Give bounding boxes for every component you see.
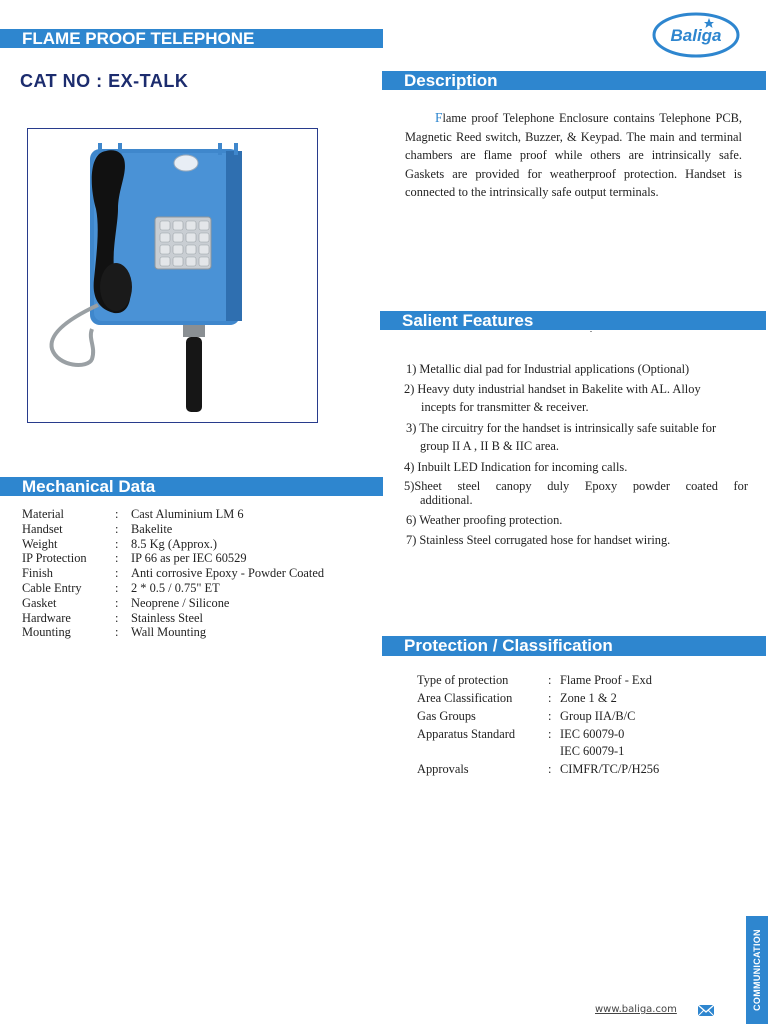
feature-item: 3) The circuitry for the handset is intrinsically safe suitable for group II A , II B & IIC area. [406, 421, 717, 453]
mail-icon [697, 1003, 715, 1018]
mechanical-heading: Mechanical Data [0, 477, 383, 496]
page-title: FLAME PROOF TELEPHONE [0, 29, 383, 48]
badge-icon [174, 155, 198, 171]
website-link[interactable]: www.baliga.com [595, 1004, 677, 1015]
telephone-image [28, 129, 317, 422]
description-text [405, 109, 742, 202]
baliga-logo [652, 12, 740, 58]
protection-heading: Protection / Classification [382, 636, 766, 656]
logo-text: Baliga [670, 26, 722, 45]
product-photo [27, 128, 318, 423]
catalog-number: CAT NO : EX-TALK [20, 71, 189, 91]
cable-gland [183, 325, 205, 337]
features-heading: Salient Features [380, 311, 766, 330]
description-heading: Description [382, 71, 766, 90]
feature-item-cont: additional. [420, 493, 473, 507]
feature-item: 4) Inbuilt LED Indication for incoming calls. [404, 460, 628, 474]
feature-item: 2) Heavy duty industrial handset in Bakelite with AL. Alloy incepts for transmitter & receiver. [404, 382, 701, 414]
feature-item: 5)Sheet steel canopy duly Epoxy powder coated for [404, 479, 748, 493]
feature-item: 1) Metallic dial pad for Industrial applications (Optional) [406, 362, 690, 376]
feature-item: 6) Weather proofing protection. [406, 513, 563, 527]
cable [186, 337, 202, 412]
description-body: lame proof Telephone Enclosure contains Telephone PCB, Magnetic Reed switch, Buzzer, & Keypad. The main and terminal chambers are flame proof while others are intrinsically safe. Gaskets are provided for weatherproof protection. Handset is connected to the intrinsically safe output terminals. [405, 111, 742, 200]
section-tab [746, 916, 768, 1024]
feature-item: 7) Stainless Steel corrugated hose for handset wiring. [406, 533, 671, 547]
divider-dot [590, 331, 592, 332]
section-tab-label: COMMUNICATION [752, 929, 762, 1011]
drop-cap: F [435, 110, 443, 125]
